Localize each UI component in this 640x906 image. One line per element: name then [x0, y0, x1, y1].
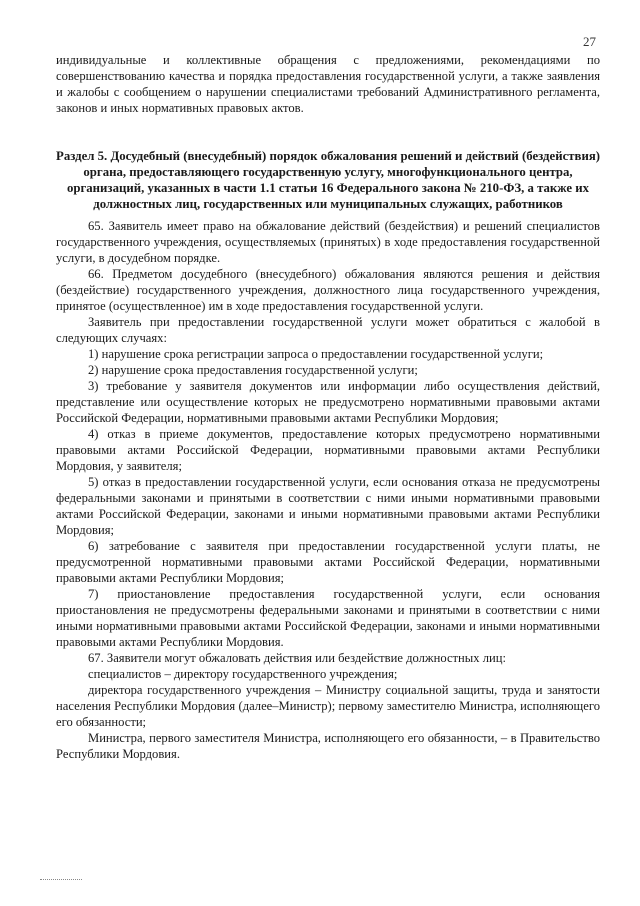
footer-divider: [40, 879, 82, 880]
page-number: 27: [583, 34, 596, 49]
list-item-4: 4) отказ в приеме документов, предоставление которых предусмотрено нормативными правовыми актами Российской Федерации, нормативными правовыми актами Республики Мордовия, у заявителя;: [56, 427, 600, 473]
list-item-6: 6) затребование с заявителя при предоставлении государственной услуги платы, не предусмотренной нормативными правовыми актами Российской Федерации, нормативными правовыми актами Республики Мордовия;: [56, 539, 600, 585]
paragraph-65: 65. Заявитель имеет право на обжалование действий (бездействия) и решений специалистов государственного учреждения, осуществляемых (принятых) в ходе предоставления государственной услуги, в досудебном порядке.: [56, 219, 600, 265]
list-item-7: 7) приостановление предоставления государственной услуги, если основания приостановления не предусмотрены федеральными законами и принятыми в соответствии с ними иными нормативными правовыми актами Российской Федерации, законами и иными нормативными правовыми актами Республики Мордовия.: [56, 587, 600, 649]
list-item-2: 2) нарушение срока предоставления государственной услуги;: [88, 363, 418, 377]
appeal-director: директора государственного учреждения – Министру социальной защиты, труда и занятости населения Республики Мордовия (далее–Министр); первому заместителю Министра, исполняющего его обязанности;: [56, 683, 600, 729]
section-heading: Раздел 5. Досудебный (внесудебный) порядок обжалования решений и действий (бездействия) органа, предоставляющего государственную услугу, многофункционального центра, организаций, указанных в части 1.1 статьи 16 Федерального закона № 210-ФЗ, а также их должностных лиц, государственных или муниципальных служащих, работников: [56, 149, 601, 211]
appeal-specialists: специалистов – директору государственного учреждения;: [88, 667, 398, 681]
document-body: [56, 52, 600, 762]
paragraph-67: 67. Заявители могут обжаловать действия или бездействие должностных лиц:: [88, 651, 506, 665]
appeal-minister: Министра, первого заместителя Министра, исполняющего его обязанности, – в Правительство Республики Мордовия.: [56, 731, 600, 761]
paragraph-66: 66. Предметом досудебного (внесудебного) обжалования являются решения и действия (бездействие) государственного учреждения, должностного лица государственного учреждения, принятое (осуществленное) им в ходе предоставления государственной услуги.: [56, 267, 600, 313]
paragraph-complaint-cases: Заявитель при предоставлении государственной услуги может обратиться с жалобой в следующих случаях:: [56, 315, 600, 345]
intro-paragraph: индивидуальные и коллективные обращения с предложениями, рекомендациями по совершенствованию качества и порядка предоставления государственной услуги, а также заявления и жалобы с сообщением о нарушении специалистами требований Административного регламента, законов и иных нормативных правовых актов.: [56, 53, 600, 115]
list-item-1: 1) нарушение срока регистрации запроса о предоставлении государственной услуги;: [88, 347, 544, 361]
list-item-5: 5) отказ в предоставлении государственной услуги, если основания отказа не предусмотрены федеральными законами и принятыми в соответствии с ними иными нормативными правовыми актами Российской Федерации, законами и иными нормативными правовыми актами Республики Мордовия;: [56, 475, 600, 537]
list-item-3: 3) требование у заявителя документов или информации либо осуществления действий, представление или осуществление которых не предусмотрено нормативными правовыми актами Российской Федерации, нормативными правовыми актами Республики Мордовия;: [56, 379, 600, 425]
